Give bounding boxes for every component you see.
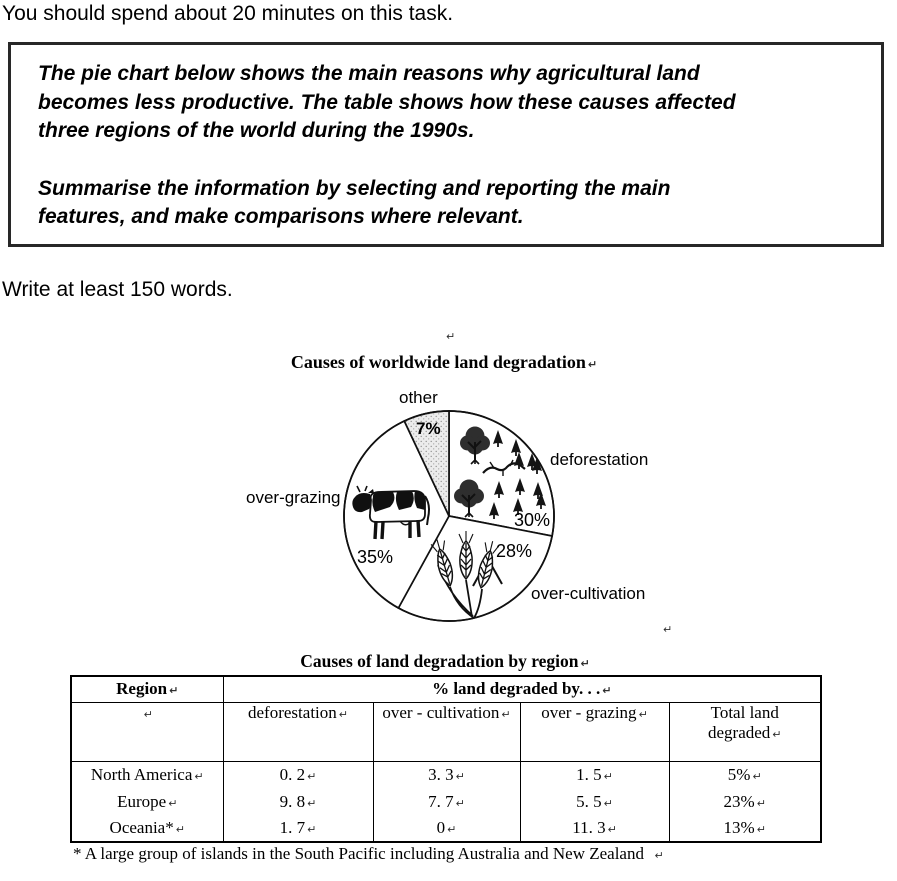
pilcrow-return-mark: ↵ — [654, 849, 664, 862]
value-cell: 23% ↵ — [669, 788, 821, 815]
prompt-line: The pie chart below shows the main reasons why agricultural land — [38, 62, 700, 85]
total-header-line2: degraded ↵ — [707, 722, 782, 742]
pilcrow-return-mark: ↵ — [338, 707, 348, 721]
table-title-text: Causes of land degradation by region — [300, 651, 579, 671]
pie-label-over-cultivation: over-cultivation — [531, 584, 646, 603]
pilcrow-return-mark: ↵ — [169, 684, 179, 698]
pie-percent-over-cultivation: 28% — [496, 541, 533, 561]
pilcrow-return-mark: ↵ — [772, 727, 782, 741]
pilcrow-return-mark: ↵ — [446, 330, 456, 343]
table-subheader-deforestation: deforestation ↵ — [223, 702, 373, 761]
pie-label-over-grazing: over-grazing — [246, 488, 341, 507]
pie-label-deforestation: deforestation — [550, 450, 649, 469]
table-subheader-empty — [71, 702, 223, 761]
table-title — [70, 651, 820, 672]
footnote-text: * A large group of islands in the South Pacific including Australia and New Zealand — [73, 844, 644, 863]
total-header-line1: Total land — [710, 702, 779, 722]
table-header-region: Region ↵ — [71, 676, 223, 702]
pie-chart-title-text: Causes of worldwide land degradation — [290, 352, 586, 372]
prompt-line: Summarise the information by selecting and reporting the main — [38, 176, 671, 200]
table-row — [71, 761, 821, 788]
pilcrow-return-mark: ↵ — [602, 684, 612, 698]
table-subheader-over-grazing: over - grazing ↵ — [520, 702, 669, 761]
pilcrow-return-mark: ↵ — [663, 623, 673, 636]
value-cell: 1. 5 ↵ — [520, 761, 669, 788]
value-cell: 13% ↵ — [669, 815, 821, 842]
value-cell: 0. 2 ↵ — [223, 761, 373, 788]
pie-percent-other: 7% — [416, 419, 441, 438]
pie-percent-over-grazing: 35% — [357, 547, 394, 567]
task-prompt-box — [8, 42, 884, 247]
value-cell: 5. 5 ↵ — [520, 788, 669, 815]
region-cell: North America ↵ — [71, 761, 223, 788]
pilcrow-return-mark: ↵ — [587, 358, 598, 371]
table-row — [71, 788, 821, 815]
region-cell: Europe ↵ — [71, 788, 223, 815]
value-cell: 0 ↵ — [373, 815, 520, 842]
region-degradation-table — [70, 675, 822, 843]
table-row — [71, 815, 821, 842]
pie-percent-deforestation: 30% — [514, 510, 551, 530]
pilcrow-return-mark: ↵ — [638, 707, 648, 721]
value-cell: 7. 7 ↵ — [373, 788, 520, 815]
value-cell: 5% ↵ — [669, 761, 821, 788]
time-instruction-text: You should spend about 20 minutes on this task. — [2, 2, 454, 25]
table-subheader-over-cultivation: over - cultivation ↵ — [373, 702, 520, 761]
pilcrow-return-mark: ↵ — [143, 707, 153, 721]
value-cell: 11. 3 ↵ — [520, 815, 669, 842]
region-cell: Oceania* ↵ — [71, 815, 223, 842]
value-cell: 1. 7 ↵ — [223, 815, 373, 842]
prompt-line: becomes less productive. The table shows how these causes affected — [38, 90, 736, 114]
pilcrow-return-mark: ↵ — [580, 657, 590, 670]
table-header-span: % land degraded by. . . ↵ — [223, 676, 821, 702]
prompt-line: three regions of the world during the 1990s. — [38, 119, 475, 142]
value-cell: 3. 3 ↵ — [373, 761, 520, 788]
value-cell: 9. 8 ↵ — [223, 788, 373, 815]
pilcrow-return-mark: ↵ — [501, 707, 511, 721]
pie-label-other: other — [399, 388, 438, 407]
prompt-line: features, and make comparisons where relevant. — [38, 205, 524, 228]
table-footnote — [73, 844, 664, 864]
word-count-instruction-text: Write at least 150 words. — [2, 278, 233, 301]
table-subheader-total — [669, 702, 821, 761]
